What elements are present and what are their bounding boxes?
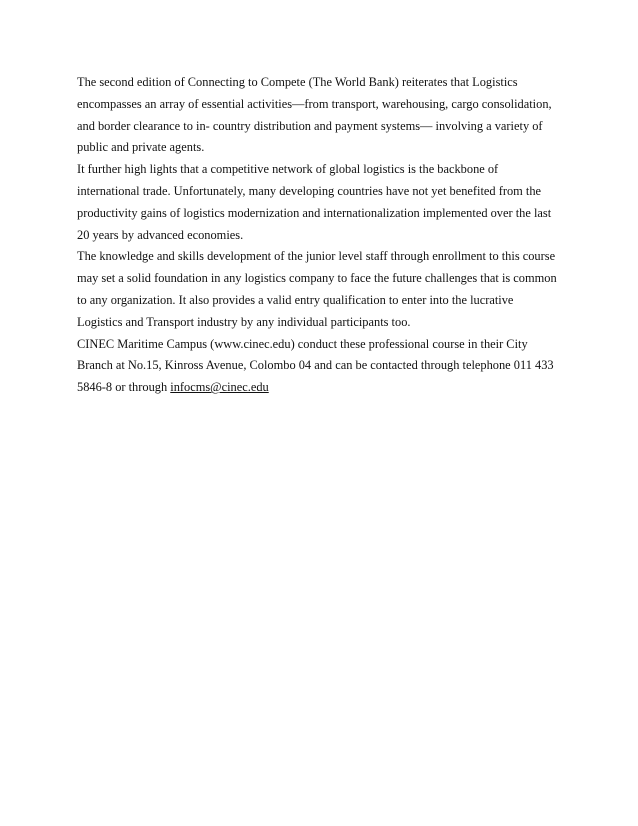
text-line: productivity gains of logistics modernization and internationalization implemented over the last: [77, 205, 552, 220]
text-line: Logistics and Transport industry by any individual participants too.: [77, 314, 411, 329]
email-link[interactable]: infocms@cinec.edu: [170, 380, 269, 395]
text-line: and border clearance to in- country distribution and payment systems— involving a variety of: [77, 118, 543, 133]
text-line: international trade. Unfortunately, many developing countries have not yet benefited from the: [77, 183, 542, 198]
text-line: It further high lights that a competitive network of global logistics is the backbone of: [77, 162, 499, 177]
text-line: Branch at No.15, Kinross Avenue, Colombo 04 and can be contacted through telephone 011 433: [77, 358, 554, 373]
text-line-last: [77, 377, 567, 399]
text-line: may set a solid foundation in any logistics company to face the future challenges that is common: [77, 271, 557, 286]
contact-text: 5846-8 or through: [77, 380, 171, 395]
text-line: to any organization. It also provides a valid entry qualification to enter into the lucrative: [77, 292, 514, 307]
text-line: CINEC Maritime Campus (www.cinec.edu) conduct these professional course in their City: [77, 336, 528, 351]
text-line: The knowledge and skills development of the junior level staff through enrollment to this course: [77, 249, 556, 264]
text-line: 20 years by advanced economies.: [77, 227, 244, 242]
text-line: encompasses an array of essential activities—from transport, warehousing, cargo consolidation,: [77, 96, 552, 111]
text-line: public and private agents.: [77, 140, 205, 155]
text-line: The second edition of Connecting to Compete (The World Bank) reiterates that Logistics: [77, 75, 518, 89]
body-text: [77, 72, 567, 399]
